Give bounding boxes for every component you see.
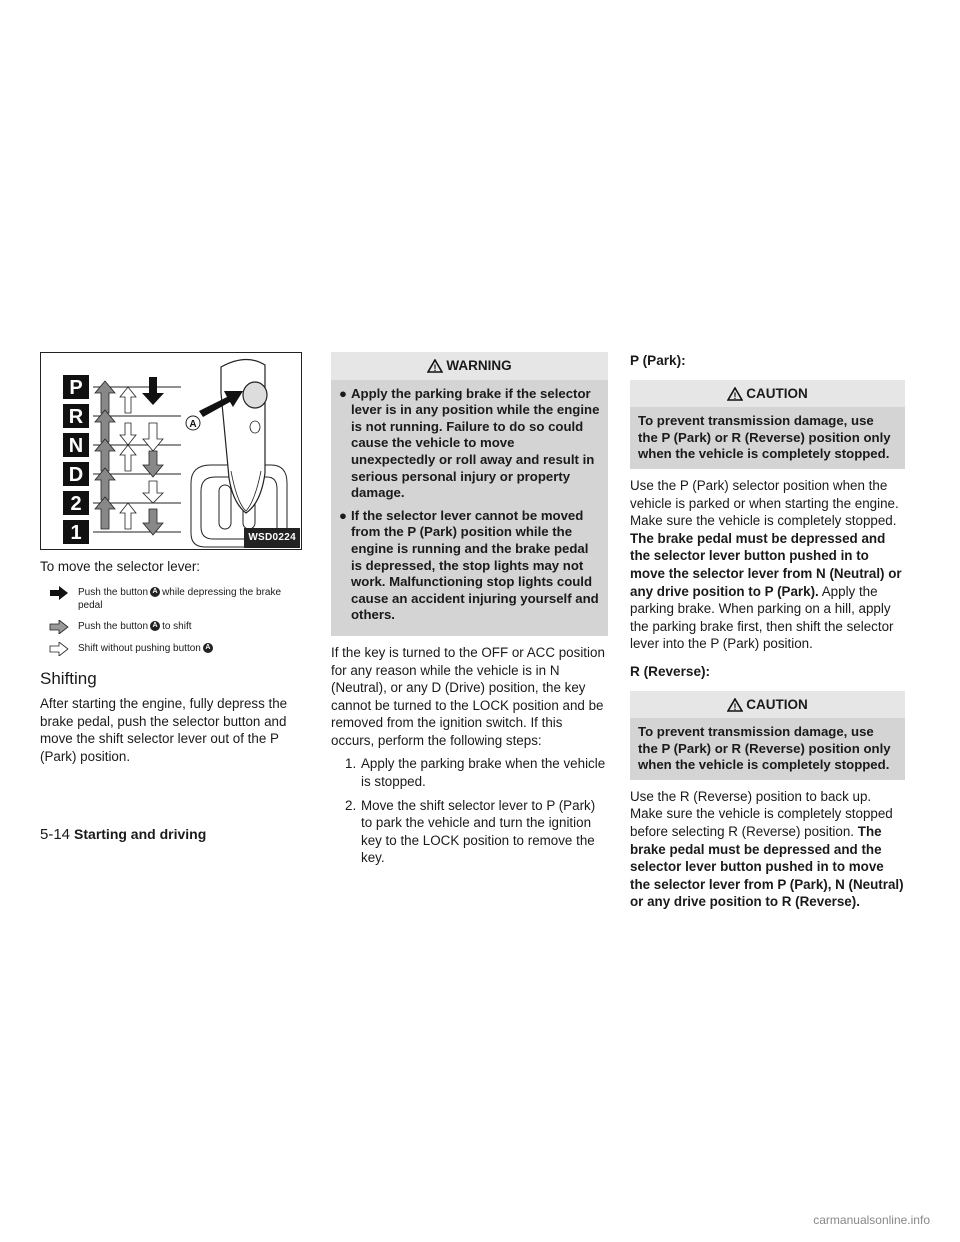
legend-3-pre: Shift without pushing button — [78, 642, 201, 654]
step-1 — [331, 755, 608, 790]
gear-r: R — [68, 406, 84, 428]
circle-a-icon: A — [150, 587, 160, 597]
caution-header-2 — [630, 691, 905, 719]
callout-a: A — [189, 419, 197, 430]
step-text: Apply the parking brake when the vehicle is stopped. — [361, 756, 606, 790]
park-para-bold: The brake pedal must be depressed and the selector lever button pushed in to move the selector lever from N (Neutral) or any drive position to P (Park). — [630, 530, 902, 599]
reverse-heading: R (Reverse): — [630, 663, 711, 679]
step-number: 1. — [345, 756, 357, 772]
step-text: Move the shift selector lever to P (Park) to park the vehicle and turn the ignition key to the LOCK position to remove the key. — [361, 797, 596, 866]
arrow-legend — [40, 586, 302, 656]
svg-text:!: ! — [733, 390, 737, 401]
intro-text: To move the selector lever: — [40, 559, 201, 574]
legend-1-pre: Push the button — [78, 586, 149, 598]
reverse-para-normal: Use the R (Reverse) position to back up. Make sure the vehicle is completely stopped before selecting R (Reverse) position. — [630, 788, 893, 840]
gear-n: N — [68, 435, 84, 457]
svg-text:!: ! — [733, 701, 737, 712]
caution-box-2 — [630, 691, 905, 780]
down-arrow-icon — [142, 377, 164, 405]
legend-row-solid — [40, 586, 302, 612]
legend-row-hatched — [40, 620, 302, 634]
warning-bullet-text-1: Apply the parking brake if the selector lever is in any position while the engine is not running. Failure to do so could cause the vehicle to move unexpectedly or roll away and result in serious personal injury or property damage. — [351, 385, 600, 501]
warning-header — [331, 352, 608, 380]
park-heading: P (Park): — [630, 353, 686, 368]
warning-triangle-icon — [427, 359, 443, 373]
selector-lever-illustration — [41, 353, 301, 549]
park-paragraph — [630, 477, 905, 653]
svg-text:!: ! — [433, 363, 437, 374]
warning-box — [331, 352, 608, 636]
outline-arrow-icon — [49, 642, 69, 656]
legend-2-post: to shift — [162, 620, 192, 632]
caution-box-1 — [630, 380, 905, 469]
step-2 — [331, 797, 608, 867]
park-para-normal: Use the P (Park) selector position when the vehicle is parked or when starting the engine. Make sure the vehicle is completely stopped. — [630, 477, 899, 529]
legend-row-outline — [40, 642, 302, 656]
reverse-para-bold: The brake pedal must be depressed and the selector lever button pushed in to move the selector lever from P (Park), N (Neutral) or any drive position to R (Reverse). — [630, 824, 904, 910]
warning-triangle-icon — [727, 698, 743, 712]
shifting-heading: Shifting — [40, 668, 97, 688]
left-column — [40, 352, 302, 766]
gear-d: D — [68, 464, 84, 486]
circle-a-icon: A — [203, 643, 213, 653]
section-title: Starting and driving — [74, 826, 207, 842]
hatched-arrow-icon — [49, 620, 69, 634]
caution-title-1: CAUTION — [746, 385, 808, 401]
right-column — [630, 352, 905, 911]
selector-button — [243, 382, 267, 408]
warning-bullet-2: ● If the selector lever cannot be moved from the P (Park) position while the engine is running and the brake pedal is depressed, the stop lights may not work. Malfunctioning stop lights could cause an accident injuring yourself and others. — [339, 507, 599, 623]
selector-lever-figure — [40, 352, 302, 550]
warning-triangle-icon — [727, 387, 743, 401]
steps-list — [331, 755, 608, 867]
caution-title-2: CAUTION — [746, 696, 808, 712]
step-number: 2. — [345, 797, 357, 813]
watermark: carmanualsonline.info — [813, 1213, 930, 1227]
warning-bullet-1: ● Apply the parking brake if the selector lever is in any position while the engine is not running. Failure to do so could cause the vehicle to move unexpectedly or roll away and result in serious personal injury or property damage. — [339, 385, 600, 501]
circle-a-icon: A — [150, 621, 160, 631]
gear-2: 2 — [70, 493, 82, 515]
warning-title: WARNING — [446, 358, 512, 373]
gear-p: P — [69, 377, 83, 399]
solid-arrow-icon — [49, 586, 69, 600]
key-paragraph: If the key is turned to the OFF or ACC position for any reason while the vehicle is in N (Neutral), or any D (Drive) position, the key cannot be turned to the LOCK position and be removed from the ignition switch. If this occurs, perform the following steps: — [331, 644, 605, 748]
page-number: 5-14 — [40, 826, 71, 843]
figure-code: WSD0224 — [244, 528, 300, 548]
park-para-tail: Apply the parking brake. When parking on a hill, apply the parking brake first, then shift the selector lever into the P (Park) position. — [630, 583, 894, 652]
page-footer — [40, 826, 206, 843]
caution-text-1: To prevent transmission damage, use the P (Park) or R (Reverse) position only when the vehicle is completely stopped. — [638, 413, 891, 462]
gear-1: 1 — [70, 522, 82, 544]
caution-header-1 — [630, 380, 905, 408]
caution-text-2: To prevent transmission damage, use the P (Park) or R (Reverse) position only when the vehicle is completely stopped. — [638, 724, 891, 773]
legend-2-pre: Push the button — [78, 620, 149, 632]
middle-column — [331, 352, 608, 873]
warning-bullet-text-2: If the selector lever cannot be moved from the P (Park) position while the engine is running and the brake pedal is depressed, the stop lights may not work. Malfunctioning stop lights could cause an accident injuring yourself and others. — [351, 507, 599, 623]
reverse-paragraph — [630, 788, 905, 911]
legend-1-post: while depressing the brake pedal — [78, 586, 282, 611]
shifting-paragraph: After starting the engine, fully depress the brake pedal, push the selector button and move the shift selector lever out of the P (Park) position. — [40, 696, 288, 764]
